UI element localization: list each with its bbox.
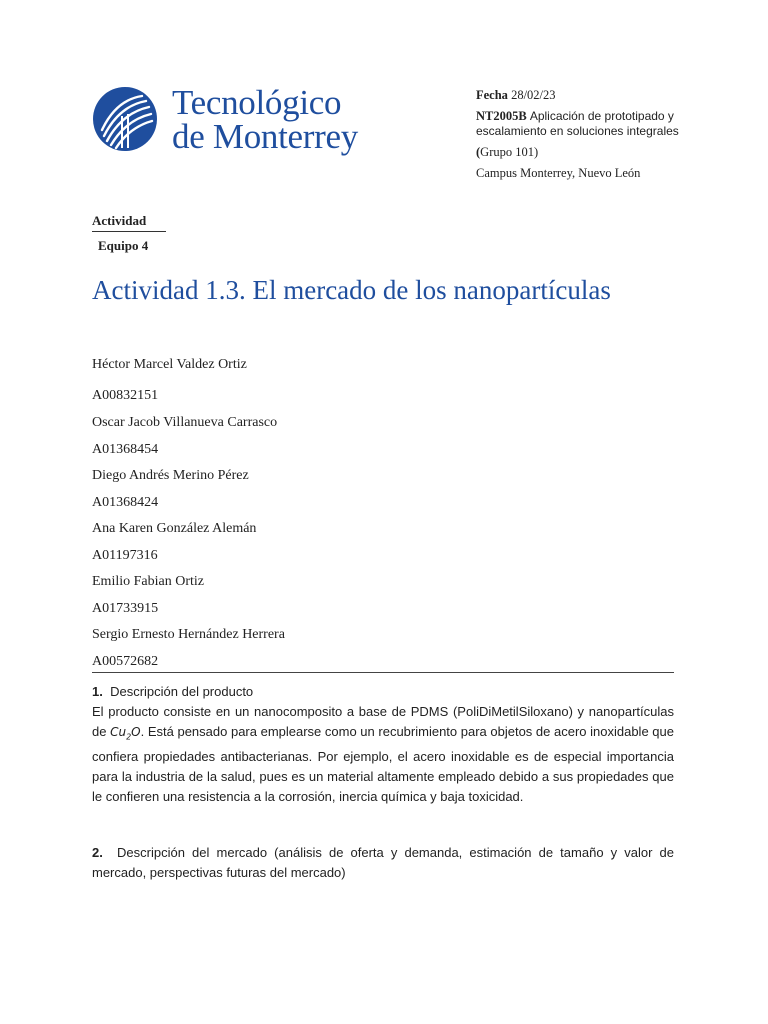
logo-line-1: Tecnológico bbox=[172, 83, 342, 122]
document-meta bbox=[476, 88, 696, 187]
formula-base: Cu bbox=[110, 725, 127, 739]
logo-wordmark bbox=[172, 83, 358, 156]
member-id: A00832151 bbox=[92, 388, 159, 403]
logo-emblem-icon bbox=[92, 86, 158, 152]
course-code: NT2005B bbox=[476, 109, 527, 123]
member-name: Ana Karen González Alemán bbox=[92, 521, 257, 536]
section-1-title: Descripción del producto bbox=[110, 684, 254, 699]
group-value: Grupo 101) bbox=[480, 145, 539, 159]
member-id: A00572682 bbox=[92, 654, 159, 669]
group-paren: ( bbox=[476, 145, 481, 159]
campus-line: Campus Monterrey, Nuevo León bbox=[476, 166, 641, 180]
section-1-paragraph bbox=[92, 702, 674, 807]
document-title: Actividad 1.3. El mercado de los nanopartículas bbox=[92, 275, 611, 305]
section-2-title: Descripción del mercado (análisis de oferta y demanda, estimación de tamaño y valor de mercado, perspectivas futuras del mercado) bbox=[92, 845, 674, 880]
activity-label: Actividad bbox=[92, 213, 147, 228]
section-1-heading bbox=[92, 682, 674, 702]
course-line bbox=[476, 109, 696, 139]
member-name: Héctor Marcel Valdez Ortiz bbox=[92, 357, 247, 372]
member-name: Diego Andrés Merino Pérez bbox=[92, 468, 249, 483]
paragraph-text: . Está pensado para emplearse como un recubrimiento para objetos de acero inoxidable que confiera propiedades antibacterianas. Por ejemplo, el acero inoxidable es de especial importancia para la industria de la salud, pues es un material altamente empleado debido a sus propiedades que le confieren una resistencia a la corrosión, inercia química y baja toxicidad. bbox=[92, 724, 674, 805]
member-id: A01368424 bbox=[92, 495, 159, 510]
section-2-number: 2. bbox=[92, 845, 103, 860]
institution-logo bbox=[92, 83, 382, 158]
member-name: Sergio Ernesto Hernández Herrera bbox=[92, 627, 285, 642]
activity-divider bbox=[92, 231, 166, 232]
formula-subscript: 2 bbox=[126, 732, 132, 742]
section-1-number: 1. bbox=[92, 684, 103, 699]
team-label: Equipo 4 bbox=[98, 238, 149, 253]
section-divider bbox=[92, 672, 674, 673]
date-line bbox=[476, 88, 696, 103]
date-label: Fecha bbox=[476, 88, 508, 102]
member-id: A01368454 bbox=[92, 442, 159, 457]
paragraph-text: El producto consiste en un nanocomposito a base de PDMS (PoliDiMetilSiloxano) y nanopartículas de bbox=[92, 704, 674, 739]
group-line bbox=[476, 145, 696, 160]
chemical-formula bbox=[110, 725, 141, 742]
member-id: A01733915 bbox=[92, 601, 159, 616]
logo-line-2: de Monterrey bbox=[172, 117, 358, 156]
member-name: Oscar Jacob Villanueva Carrasco bbox=[92, 415, 278, 430]
member-name: Emilio Fabian Ortiz bbox=[92, 574, 204, 589]
formula-end: O bbox=[131, 725, 141, 739]
member-id: A01197316 bbox=[92, 548, 158, 563]
date-value: 28/02/23 bbox=[511, 88, 556, 102]
course-name: Aplicación de prototipado y escalamiento en soluciones integrales bbox=[476, 109, 679, 138]
section-2-heading bbox=[92, 843, 674, 883]
